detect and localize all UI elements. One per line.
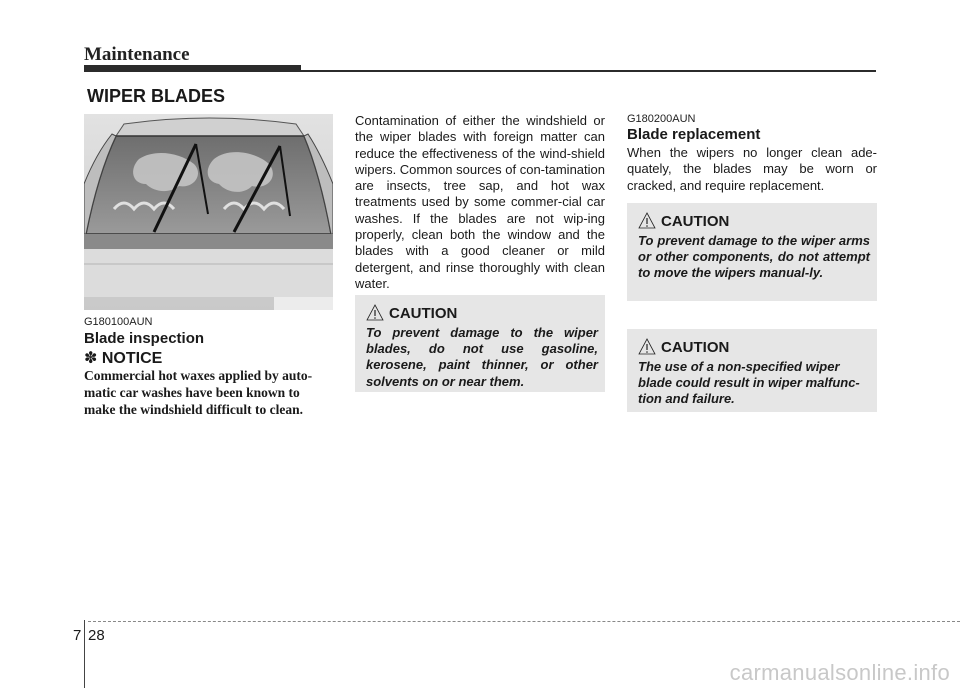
section-code: G180200AUN bbox=[627, 113, 696, 125]
contamination-paragraph: Contamination of either the windshield or the wiper blades with foreign matter can reduce the effectiveness of the wind-shield wipers. Common sources of con-tamination are insects, tree sap, and hot wax treatments used by some commer-cial car washes. If the blades are not wip-ing properly, clean both the window and the blades with a good cleaner or mild detergent, and rinse thoroughly with clean water. bbox=[355, 113, 605, 291]
caution-text: To prevent damage to the wiper arms or other components, do not attempt to move the wipers manual-ly. bbox=[638, 233, 870, 281]
header-rule bbox=[301, 70, 876, 72]
caution-box-non-specified-blade bbox=[627, 329, 877, 412]
caution-title: CAUTION bbox=[661, 339, 730, 356]
footer-divider bbox=[84, 620, 85, 688]
section-heading: WIPER BLADES bbox=[87, 86, 226, 106]
notice-title: ✽ NOTICE bbox=[84, 350, 163, 367]
caution-text: The use of a non-specified wiper blade could result in wiper malfunc-tion and failure. bbox=[638, 359, 860, 407]
warning-triangle-icon bbox=[637, 211, 657, 231]
footer-rule bbox=[88, 621, 960, 622]
chapter-number: 7 bbox=[73, 627, 82, 644]
page-number: 28 bbox=[88, 627, 105, 644]
section-code: G180100AUN bbox=[84, 316, 153, 328]
subheading-blade-inspection: Blade inspection bbox=[84, 330, 205, 347]
caution-box-solvents bbox=[355, 295, 605, 392]
caution-text: To prevent damage to the wiper blades, do not use gasoline, kerosene, paint thinner, or other solvents on or near them. bbox=[366, 325, 598, 389]
warning-triangle-icon bbox=[365, 303, 385, 323]
caution-title: CAUTION bbox=[389, 305, 458, 322]
watermark: carmanualsonline.info bbox=[729, 660, 950, 685]
replacement-paragraph: When the wipers no longer clean ade-quately, the blades may be worn or cracked, and require replacement. bbox=[627, 145, 877, 193]
subheading-blade-replacement: Blade replacement bbox=[627, 126, 761, 143]
windshield-wiper-illustration bbox=[84, 114, 333, 310]
caution-box-manual-move bbox=[627, 203, 877, 301]
header-title: Maintenance bbox=[84, 44, 190, 65]
caution-title: CAUTION bbox=[661, 213, 730, 230]
notice-text: Commercial hot waxes applied by auto-matic car washes have been known to make the windshield difficult to clean. bbox=[84, 368, 313, 417]
header-bar bbox=[84, 65, 301, 72]
warning-triangle-icon bbox=[637, 337, 657, 357]
car-windshield-drawing bbox=[84, 114, 333, 310]
